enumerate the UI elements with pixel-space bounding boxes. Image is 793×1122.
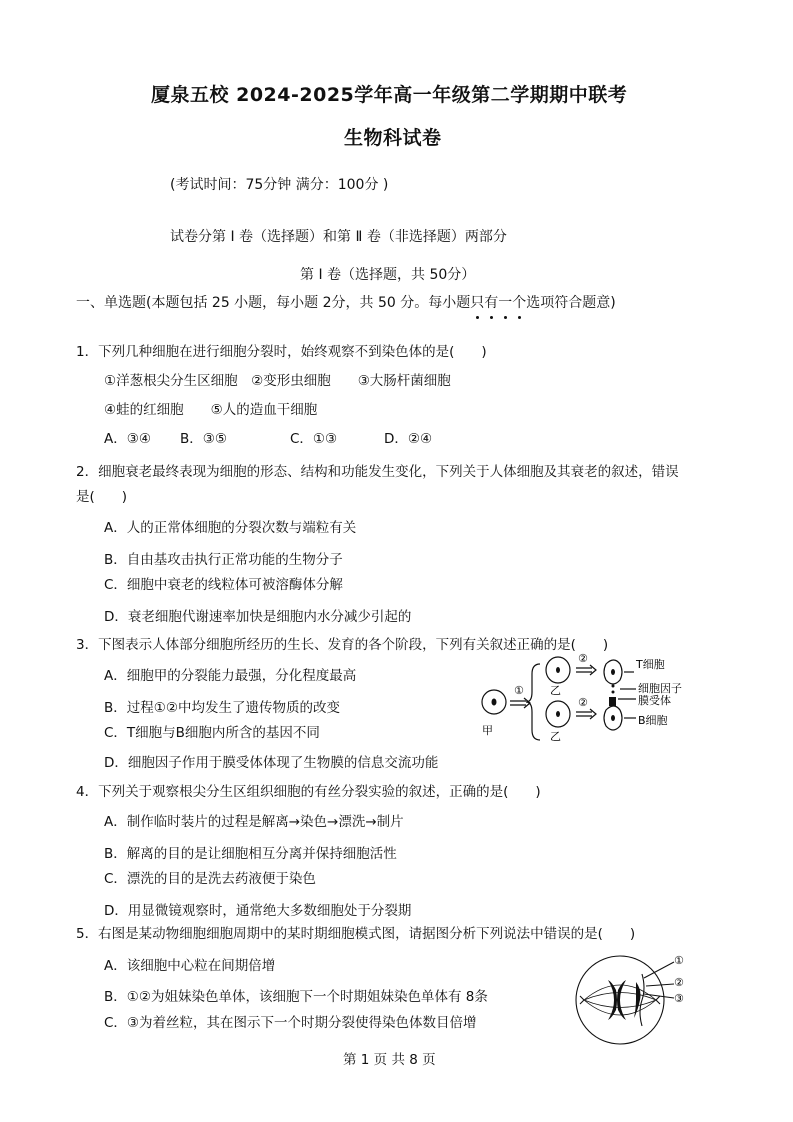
question-4-option-d: D．用显微镜观察时，通常绝大多数细胞处于分裂期 (104, 903, 412, 919)
part-title: 第 Ⅰ 卷（选择题，共 50分） (300, 267, 476, 283)
arrow-step2-top (576, 665, 596, 675)
emph-char: 只 (470, 292, 484, 312)
question-2-option-d: D．衰老细胞代谢速率加快是细胞内水分减少引起的 (104, 609, 412, 625)
question-3-stem: 3．下图表示人体部分细胞所经历的生长、发育的各个阶段，下列有关叙述正确的是( ) (76, 637, 609, 653)
arrow-step2-bottom (576, 709, 596, 719)
question-2-stem-line1: 2．细胞衰老最终表现为细胞的形态、结构和功能发生变化，下列关于人体细胞及其衰老的叙述，错误 (76, 464, 679, 480)
emph-char: 有 (484, 292, 498, 312)
question-3-option-b: B．过程①②中均发生了遗传物质的改变 (104, 700, 340, 716)
label-cytokine: 细胞因子 (638, 682, 682, 695)
question-4-stem: 4．下列关于观察根尖分生区组织细胞的有丝分裂实验的叙述，正确的是( ) (76, 784, 541, 800)
section-instruction (76, 292, 616, 312)
question-1-items-line1: ①洋葱根尖分生区细胞 ②变形虫细胞 ③大肠杆菌细胞 (104, 373, 451, 389)
question-3-option-c: C．T细胞与B细胞内所含的基因不同 (104, 725, 320, 741)
question-2-option-a: A．人的正常体细胞的分裂次数与端粒有关 (104, 520, 357, 536)
instruction-suffix: 选项符合题意) (526, 295, 616, 311)
paper-structure: 试卷分第 Ⅰ 卷（选择题）和第 Ⅱ 卷（非选择题）两部分 (170, 229, 507, 245)
label-yi-bottom: 乙 (550, 730, 561, 742)
label-step2-top: ② (578, 652, 588, 665)
exam-title: 厦泉五校 2024-2025学年高一年级第二学期期中联考 (151, 84, 628, 106)
question-1-option-c: C．①③ (290, 431, 338, 447)
question-2-option-c: C．细胞中衰老的线粒体可被溶酶体分解 (104, 577, 343, 593)
question-4-option-a: A．制作临时装片的过程是解离→染色→漂洗→制片 (104, 814, 404, 830)
question-1-option-a: A．③④ (104, 431, 151, 447)
question-1-option-b: B．③⑤ (180, 431, 227, 447)
label-b-cell: B细胞 (638, 714, 668, 727)
cytokine-dot (612, 691, 615, 694)
label-jia: 甲 (482, 724, 493, 737)
label-1: ① (674, 954, 684, 967)
question-5-option-b: B．①②为姐妹染色单体，该细胞下一个时期姐妹染色单体有 8条 (104, 989, 488, 1005)
emph-char: 一 (498, 292, 512, 312)
label-step1: ① (514, 684, 524, 697)
emph-char: 个 (512, 292, 526, 312)
label-step2-bottom: ② (578, 696, 588, 709)
question-3-option-a: A．细胞甲的分裂能力最强，分化程度最高 (104, 668, 357, 684)
mitosis-cell-figure (570, 950, 690, 1050)
question-5-stem: 5．右图是某动物细胞细胞周期中的某时期细胞模式图，请据图分析下列说法中错误的是( ) (76, 926, 636, 942)
question-3-option-d: D．细胞因子作用于膜受体体现了生物膜的信息交流功能 (104, 755, 439, 771)
question-5-option-a: A．该细胞中心粒在间期倍增 (104, 958, 276, 974)
question-4-option-c: C．漂洗的目的是洗去药液便于染色 (104, 871, 316, 887)
page-number: 第 1 页 共 8 页 (343, 1052, 436, 1068)
label-3: ③ (674, 992, 684, 1005)
label-t-cell: T细胞 (636, 658, 665, 671)
cell-differentiation-figure (478, 652, 718, 742)
receptor-block (609, 697, 616, 706)
pointer-1 (644, 962, 674, 978)
arrow-step1 (510, 698, 530, 708)
brace (526, 664, 540, 740)
question-1-option-d: D．②④ (384, 431, 433, 447)
question-1-stem: 1．下列几种细胞在进行细胞分裂时，始终观察不到染色体的是( ) (76, 344, 487, 360)
question-2-stem-line2: 是( ) (76, 489, 128, 505)
question-4-option-b: B．解离的目的是让细胞相互分离并保持细胞活性 (104, 846, 397, 862)
chromosome-center (617, 980, 626, 1020)
label-yi-top: 乙 (550, 684, 561, 697)
question-2-option-b: B．自由基攻击执行正常功能的生物分子 (104, 552, 343, 568)
subject-title: 生物科试卷 (344, 127, 442, 149)
label-2: ② (674, 976, 684, 989)
cytokine-dot (612, 685, 615, 688)
pointer-2 (646, 984, 674, 986)
question-5-option-c: C．③为着丝粒，其在图示下一个时期分裂使得染色体数目倍增 (104, 1015, 477, 1031)
question-1-items-line2: ④蛙的红细胞 ⑤人的造血干细胞 (104, 402, 318, 418)
exam-info: (考试时间：75分钟 满分：100分 ) (170, 177, 389, 193)
instruction-prefix: 一、单选题(本题包括 25 小题，每小题 2分，共 50 分。每小题 (76, 295, 471, 311)
chromosome-right-line (640, 974, 644, 1026)
label-receptor: 膜受体 (638, 694, 671, 707)
